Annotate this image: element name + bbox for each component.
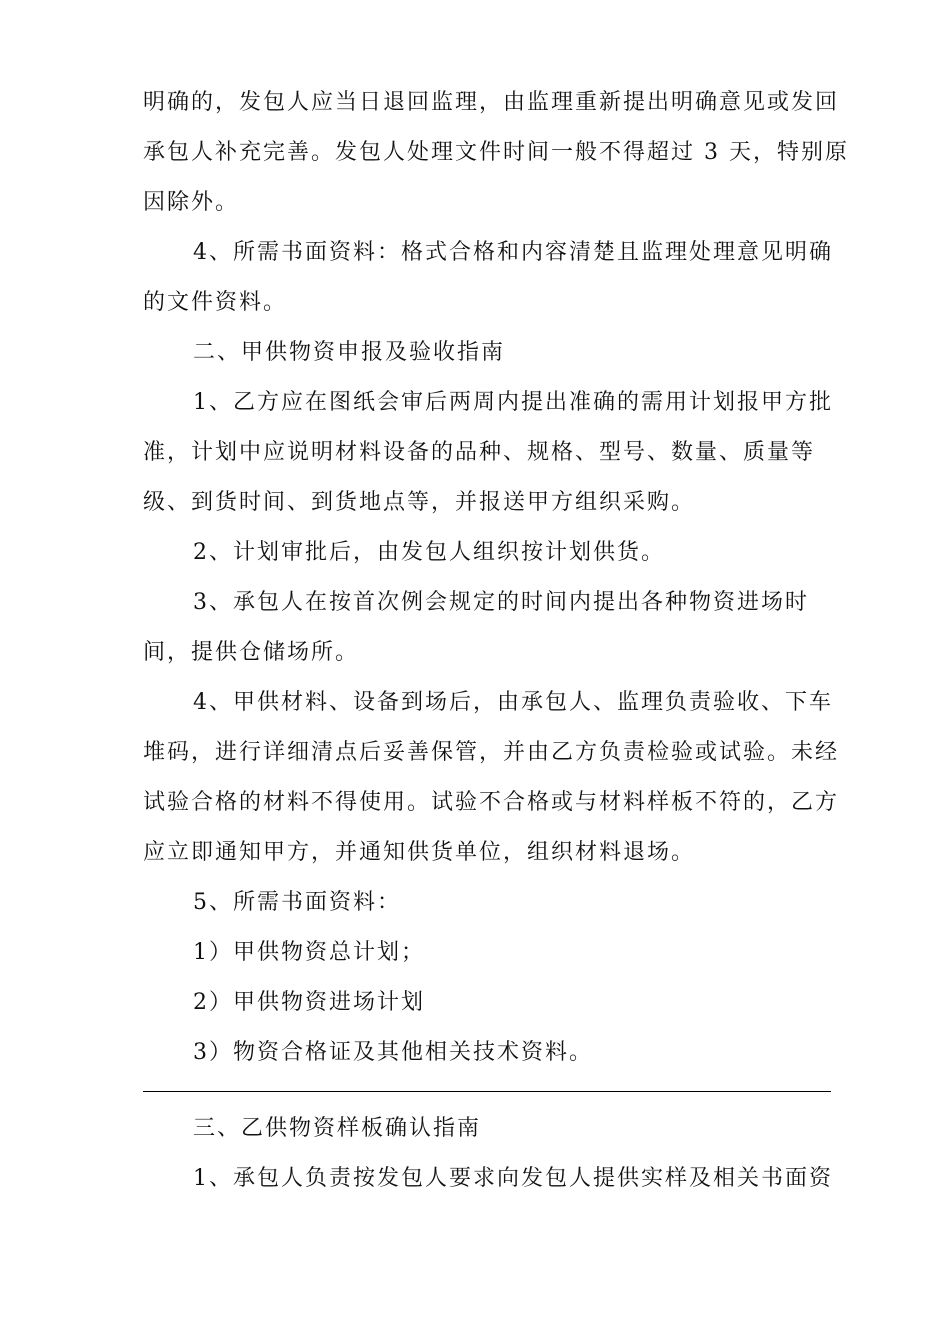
paragraph — [143, 1104, 831, 1154]
paragraph — [143, 1154, 831, 1204]
paragraph — [143, 1028, 831, 1078]
text-line: 明确的，发包人应当日退回监理，由监理重新提出明确意见或发回 — [143, 90, 840, 115]
text-line: 1、乙方应在图纸会审后两周内提出准确的需用计划报甲方批 — [193, 390, 833, 415]
text-line: 2、计划审批后，由发包人组织按计划供货。 — [193, 540, 665, 565]
paragraph — [143, 228, 831, 328]
paragraph — [143, 78, 849, 228]
text-line: 4、甲供材料、设备到场后，由承包人、监理负责验收、下车 — [193, 690, 833, 715]
paragraph — [143, 378, 831, 528]
text-line: 准，计划中应说明材料设备的品种、规格、型号、数量、质量等 — [143, 440, 816, 465]
text-line: 3、承包人在按首次例会规定的时间内提出各种物资进场时 — [193, 590, 809, 615]
document-body-upper — [143, 78, 849, 1078]
text-line: 试验合格的材料不得使用。试验不合格或与材料样板不符的，乙方 — [143, 790, 840, 815]
text-line: 的文件资料。 — [143, 290, 288, 315]
paragraph — [143, 878, 831, 928]
paragraph — [143, 978, 831, 1028]
text-line: 间，提供仓储场所。 — [143, 640, 360, 665]
text-line: 2）甲供物资进场计划 — [193, 990, 425, 1015]
text-line: 3）物资合格证及其他相关技术资料。 — [193, 1040, 593, 1065]
text-line: 因除外。 — [143, 190, 240, 215]
paragraph — [143, 578, 831, 678]
document-page — [143, 78, 849, 1204]
paragraph — [143, 928, 831, 978]
text-line: 承包人补充完善。发包人处理文件时间一般不得超过 3 天，特别原 — [143, 140, 849, 165]
text-line: 二、甲供物资申报及验收指南 — [193, 340, 506, 365]
paragraph — [143, 678, 840, 878]
paragraph — [143, 528, 831, 578]
horizontal-divider — [143, 1091, 831, 1092]
text-line: 5、所需书面资料： — [193, 890, 401, 915]
paragraph — [143, 328, 831, 378]
text-line: 堆码，进行详细清点后妥善保管，并由乙方负责检验或试验。未经 — [143, 740, 840, 765]
text-line: 1、承包人负责按发包人要求向发包人提供实样及相关书面资 — [193, 1166, 833, 1191]
text-line: 应立即通知甲方，并通知供货单位，组织材料退场。 — [143, 840, 696, 865]
document-body-lower — [143, 1104, 831, 1204]
text-line: 三、乙供物资样板确认指南 — [193, 1116, 482, 1141]
text-line: 1）甲供物资总计划； — [193, 940, 425, 965]
text-line: 级、到货时间、到货地点等，并报送甲方组织采购。 — [143, 490, 696, 515]
text-line: 4、所需书面资料：格式合格和内容清楚且监理处理意见明确 — [193, 240, 833, 265]
